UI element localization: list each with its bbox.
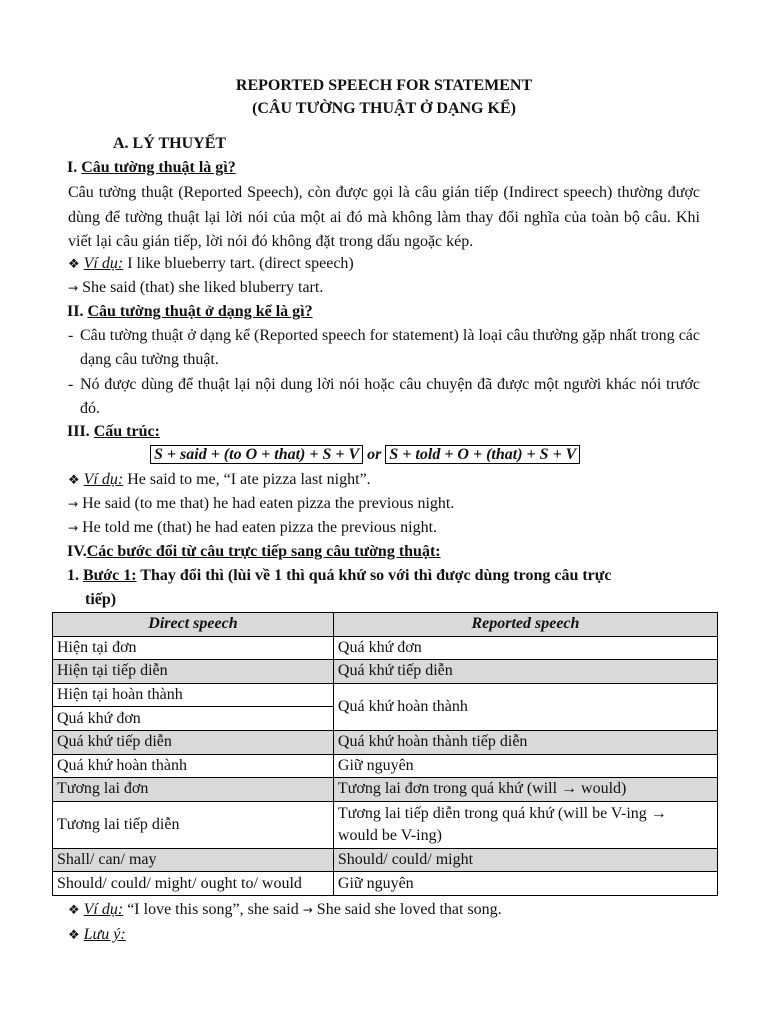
- table-cell: Hiện tại hoàn thành: [53, 683, 334, 707]
- table-row: [53, 730, 718, 754]
- arrow-right-icon: →: [68, 281, 79, 295]
- table-cell: Hiện tại tiếp diễn: [53, 660, 334, 684]
- table-cell: Tương lai đơn trong quá khứ (will → would): [333, 778, 717, 802]
- table-row: [53, 754, 718, 778]
- dash-bullet: -: [68, 327, 74, 344]
- step1-line: [67, 566, 611, 586]
- table-cell: Quá khứ hoàn thành: [53, 754, 334, 778]
- part1-heading-text: Câu tường thuật là gì?: [81, 159, 236, 176]
- diamond-bullet-icon: ❖: [68, 928, 80, 943]
- diamond-bullet-icon: ❖: [68, 257, 80, 272]
- diamond-bullet-icon: ❖: [68, 903, 80, 918]
- part3-result-1: [68, 494, 454, 514]
- table-cell: Shall/ can/ may: [53, 848, 334, 872]
- table-row: [53, 778, 718, 802]
- example-result: She said she loved that song.: [312, 901, 502, 918]
- part2-bullet-2: Nó được dùng để thuật lại nội dung lời nói hoặc câu chuyện đã được một người khác nói trước đó.: [80, 376, 700, 417]
- result-text: He told me (that) he had eaten pizza the previous night.: [78, 519, 438, 536]
- table-cell-line: Tương lai tiếp diễn trong quá khứ (will be V-ing →: [337, 804, 667, 822]
- part2-number: II.: [67, 303, 84, 320]
- table-cell: Should/ could/ might: [333, 848, 717, 872]
- example-text: I like blueberry tart. (direct speech): [123, 255, 354, 272]
- formula-or: or: [367, 446, 382, 463]
- result-text: He said (to me that) he had eaten pizza the previous night.: [78, 495, 455, 512]
- table-row: [53, 660, 718, 684]
- table-cell: Quá khứ đơn: [53, 707, 334, 731]
- table-header-row: [53, 613, 718, 637]
- table-row: [53, 683, 718, 707]
- document-subtitle: (CÂU TƯỜNG THUẬT Ở DẠNG KỂ): [252, 100, 516, 117]
- result-text: She said (that) she liked bluberry tart.: [78, 279, 324, 296]
- part1-number: I.: [67, 159, 78, 176]
- step-label: Bước 1:: [83, 567, 137, 584]
- table-cell: Quá khứ tiếp diễn: [333, 660, 717, 684]
- part3-result-2: [68, 518, 437, 538]
- part3-example: [68, 470, 371, 491]
- table-row: [53, 848, 718, 872]
- part2-heading-text: Câu tường thuật ở dạng kể là gì?: [87, 303, 313, 320]
- table-cell-merged: Quá khứ hoàn thành: [333, 683, 717, 730]
- step-text: Thay đổi thì (lùi về 1 thì quá khứ so với thì được dùng trong câu trực: [136, 567, 612, 584]
- part1-paragraph: Câu tường thuật (Reported Speech), còn được gọi là câu gián tiếp (Indirect speech) thường được dùng để tường thuật lại lời nói của một ai đó mà không làm thay đổi nghĩa của toàn bộ câu. Khi viết lại câu gián tiếp, lời nói đó không đặt trong dấu ngoặc kép.: [68, 184, 700, 250]
- table-row: [53, 636, 718, 660]
- section-a-heading: A. LÝ THUYẾT: [113, 135, 227, 152]
- example-label: Ví dụ:: [83, 471, 124, 488]
- diamond-bullet-icon: ❖: [68, 473, 80, 488]
- table-cell: Should/ could/ might/ ought to/ would: [53, 872, 334, 896]
- part2-heading: [67, 302, 313, 322]
- table-cell-line: would be V-ing): [337, 826, 442, 844]
- arrow-right-icon: →: [68, 497, 79, 511]
- table-row: [53, 801, 718, 848]
- tense-conversion-table: [52, 612, 718, 896]
- part3-heading: [67, 422, 160, 442]
- part3-number: III.: [67, 423, 90, 440]
- note-line: [68, 925, 126, 946]
- example-text: He said to me, “I ate pizza last night”.: [123, 471, 371, 488]
- table-cell-two-line: [333, 801, 717, 848]
- document-title: REPORTED SPEECH FOR STATEMENT: [235, 77, 533, 94]
- table-cell: Quá khứ đơn: [333, 636, 717, 660]
- note-label: Lưu ý:: [83, 926, 126, 943]
- part2-bullet-1: Câu tường thuật ở dạng kể (Reported speech for statement) là loại câu thường gặp nhất trong các dạng câu tường thuật.: [80, 327, 700, 368]
- table-cell: Quá khứ hoàn thành tiếp diễn: [333, 730, 717, 754]
- example-text: “I love this song”, she said: [123, 901, 303, 918]
- table-header-reported: Reported speech: [333, 613, 717, 637]
- table-cell: Tương lai đơn: [53, 778, 334, 802]
- part1-example: [68, 254, 354, 275]
- dash-bullet: -: [68, 376, 74, 393]
- example-label: Ví dụ:: [83, 901, 124, 918]
- part4-heading: [67, 542, 441, 562]
- table-cell: Giữ nguyên: [333, 872, 717, 896]
- part4-number: IV.: [67, 543, 87, 560]
- table-cell: Tương lai tiếp diễn: [53, 801, 334, 848]
- example-label: Ví dụ:: [83, 255, 124, 272]
- part4-heading-text: Các bước đổi từ câu trực tiếp sang câu tường thuật:: [86, 543, 441, 560]
- table-header-direct: Direct speech: [53, 613, 334, 637]
- step1-continuation: tiếp): [85, 591, 117, 608]
- table-cell: Hiện tại đơn: [53, 636, 334, 660]
- structure-formula: [150, 445, 580, 465]
- arrow-right-icon: →: [68, 521, 79, 535]
- table-example: [68, 900, 502, 921]
- formula-said: S + said + (to O + that) + S + V: [150, 445, 363, 464]
- part3-heading-text: Cấu trúc:: [93, 423, 160, 440]
- part1-result: [68, 278, 323, 298]
- table-cell: Quá khứ tiếp diễn: [53, 730, 334, 754]
- step-number: 1.: [67, 567, 79, 584]
- table-cell: Giữ nguyên: [333, 754, 717, 778]
- arrow-right-icon: →: [302, 903, 313, 917]
- formula-told: S + told + O + (that) + S + V: [385, 445, 580, 464]
- part1-heading: [67, 158, 236, 178]
- table-row: [53, 872, 718, 896]
